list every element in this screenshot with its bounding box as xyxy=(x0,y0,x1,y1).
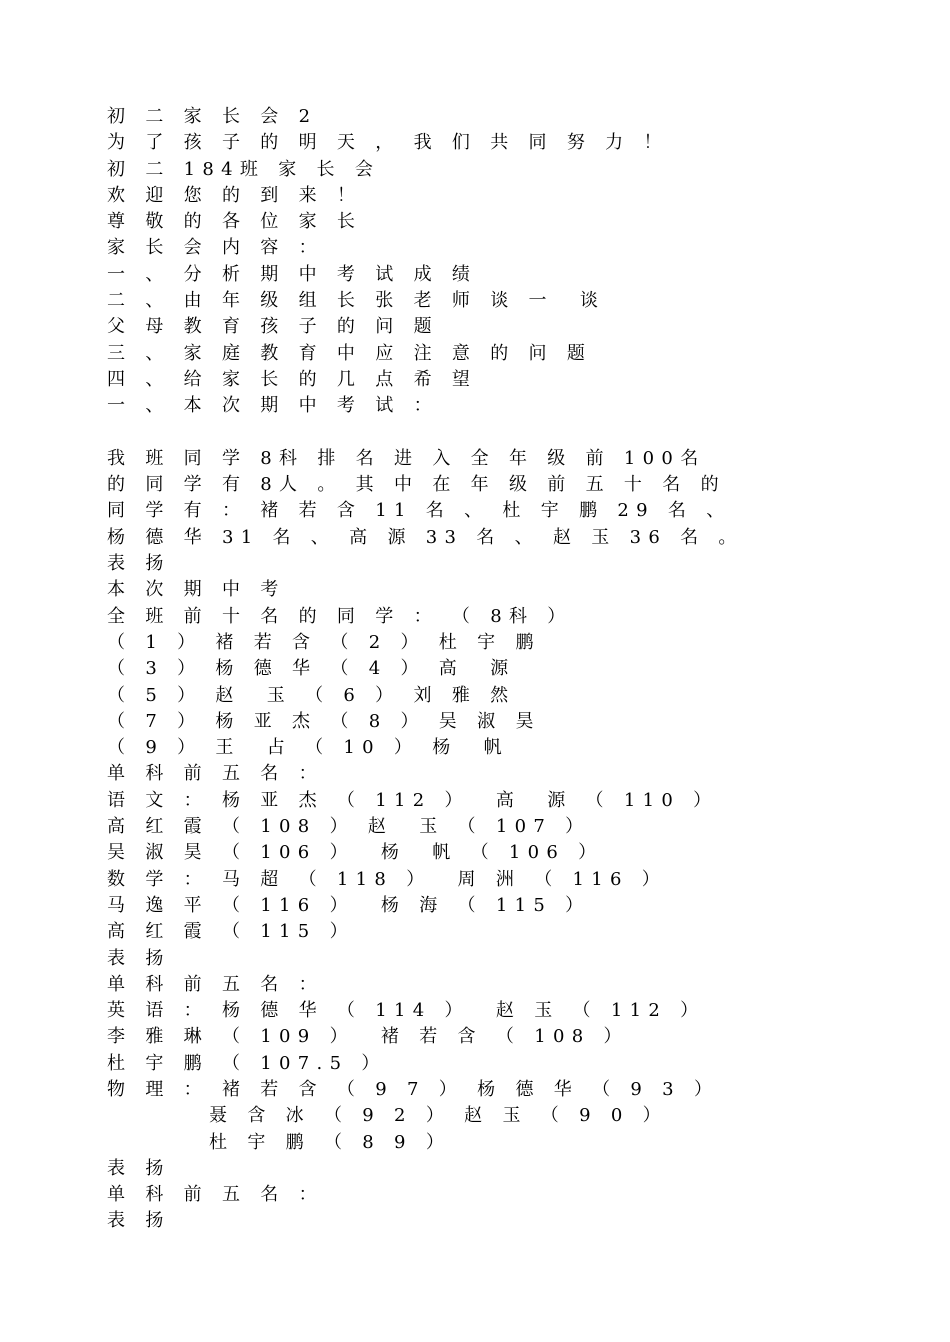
text-line: 聂 含 冰 （ 9 2 ） 赵 玉 （ 9 0 ） xyxy=(209,1105,668,1127)
text-line: 杨 德 华 31 名 、 高 源 33 名 、 赵 玉 36 名 。 xyxy=(107,526,744,548)
text-line: 高 红 霞 （ 108 ） 赵 玉 （ 107 ） xyxy=(107,816,591,838)
text-line: 为 了 孩 子 的 明 天 ， 我 们 共 同 努 力 ！ xyxy=(107,132,669,154)
text-line: 数 学 ： 马 超 （ 118 ） 周 洲 （ 116 ） xyxy=(107,868,668,890)
text-line: （ 9 ） 王 占 （ 10 ） 杨 帆 xyxy=(107,737,509,759)
text-line: 一 、 分 析 期 中 考 试 成 绩 xyxy=(107,263,478,285)
text-line: （ 7 ） 杨 亚 杰 （ 8 ） 吴 淑 昊 xyxy=(107,710,541,732)
text-line: 单 科 前 五 名 ： xyxy=(107,1184,324,1206)
text-line: 三 、 家 庭 教 育 中 应 注 意 的 问 题 xyxy=(107,342,593,364)
text-line: 吴 淑 昊 （ 106 ） 杨 帆 （ 106 ） xyxy=(107,842,604,864)
text-line: 我 班 同 学 8科 排 名 进 入 全 年 级 前 100名 xyxy=(107,447,706,469)
text-line: 二 、 由 年 级 组 长 张 老 师 谈 一 谈 xyxy=(107,290,606,312)
text-line: 表 扬 xyxy=(107,947,171,969)
text-line: 尊 敬 的 各 位 家 长 xyxy=(107,211,363,233)
text-line: 物 理 ： 褚 若 含 （ 9 7 ） 杨 德 华 （ 9 3 ） xyxy=(107,1078,720,1100)
text-line: 李 雅 琳 （ 109 ） 褚 若 含 （ 108 ） xyxy=(107,1026,629,1048)
text-line: 全 班 前 十 名 的 同 学 ： （ 8科 ） xyxy=(107,605,573,627)
text-line: （ 1 ） 褚 若 含 （ 2 ） 杜 宇 鹏 xyxy=(107,631,541,653)
text-line: 表 扬 xyxy=(107,1157,171,1179)
text-line: 单 科 前 五 名 ： xyxy=(107,763,324,785)
text-line: 本 次 期 中 考 xyxy=(107,579,286,601)
text-line: 单 科 前 五 名 ： xyxy=(107,973,324,995)
blank-line xyxy=(107,420,907,446)
text-line: 家 长 会 内 容 ： xyxy=(107,237,324,259)
text-line: 初 二 家 长 会 2 xyxy=(107,106,318,127)
text-line: 马 逸 平 （ 116 ） 杨 海 （ 115 ） xyxy=(107,894,591,916)
text-line: （ 3 ） 杨 德 华 （ 4 ） 高 源 xyxy=(107,658,516,680)
text-line: 杜 宇 鹏 （ 107.5 ） xyxy=(107,1052,387,1074)
text-line: 表 扬 xyxy=(107,1210,171,1232)
text-line: 语 文 ： 杨 亚 杰 （ 112 ） 高 源 （ 110 ） xyxy=(107,789,719,811)
text-line: 四 、 给 家 长 的 几 点 希 望 xyxy=(107,368,478,390)
text-line: 杜 宇 鹏 （ 8 9 ） xyxy=(209,1131,452,1153)
text-line: 高 红 霞 （ 115 ） xyxy=(107,921,355,943)
text-line: 欢 迎 您 的 到 来 ！ xyxy=(107,184,363,206)
text-line: （ 5 ） 赵 玉 （ 6 ） 刘 雅 然 xyxy=(107,684,516,706)
text-line: 初 二 184班 家 长 会 xyxy=(107,158,381,180)
text-line: 一 、 本 次 期 中 考 试 ： xyxy=(107,395,439,417)
text-line: 英 语 ： 杨 德 华 （ 114 ） 赵 玉 （ 112 ） xyxy=(107,1000,706,1022)
text-line: 同 学 有 ： 褚 若 含 11 名 、 杜 宇 鹏 29 名 、 xyxy=(107,500,732,522)
text-line: 父 母 教 育 孩 子 的 问 题 xyxy=(107,316,439,338)
document-body xyxy=(107,104,907,1235)
text-line: 的 同 学 有 8人 。 其 中 在 年 级 前 五 十 名 的 xyxy=(107,474,726,496)
text-line: 表 扬 xyxy=(107,553,171,575)
